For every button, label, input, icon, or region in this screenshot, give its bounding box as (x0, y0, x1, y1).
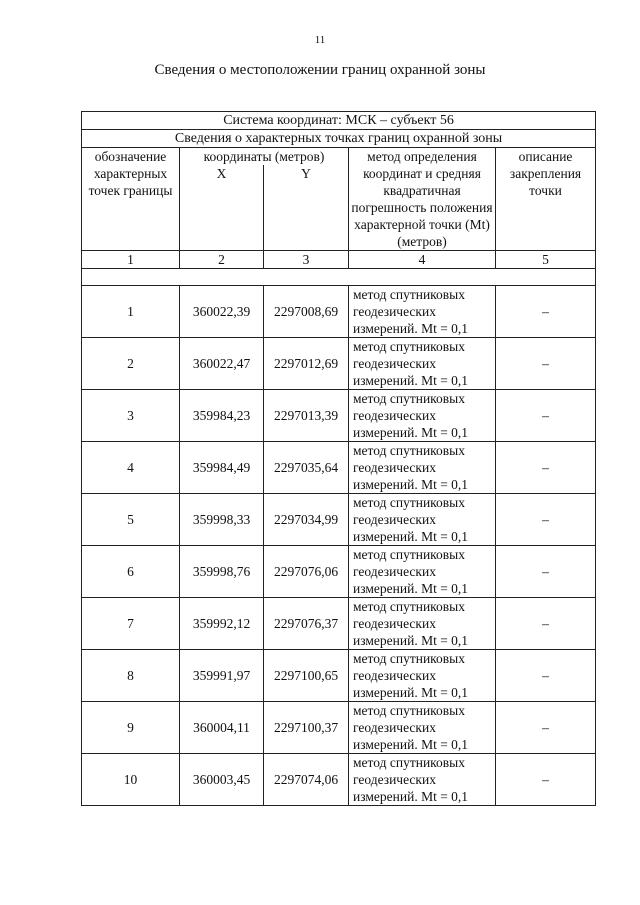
x-coordinate-cell: 359998,33 (180, 494, 264, 546)
column-number: 3 (264, 251, 349, 269)
y-coordinate-cell: 2297012,69 (264, 338, 349, 390)
x-coordinate-cell: 359991,97 (180, 650, 264, 702)
table-row (82, 442, 596, 494)
col-desc-header: описание закрепления точки (496, 148, 596, 251)
point-number-cell: 3 (82, 390, 180, 442)
x-coordinate-cell: 359992,12 (180, 598, 264, 650)
method-cell: метод спутниковых геодезических измерений. Mt = 0,1 (349, 546, 496, 598)
x-coordinate-cell: 359998,76 (180, 546, 264, 598)
section-header: Сведения о характерных точках границ охранной зоны (82, 130, 596, 148)
col-coords-header: координаты (метров) (180, 148, 349, 166)
description-cell: – (496, 390, 596, 442)
table-row (82, 546, 596, 598)
description-cell: – (496, 702, 596, 754)
empty-row (82, 269, 596, 286)
point-number-cell: 1 (82, 286, 180, 338)
table-row (82, 286, 596, 338)
method-cell: метод спутниковых геодезических измерений. Mt = 0,1 (349, 650, 496, 702)
document-title: Сведения о местоположении границ охранной зоны (154, 62, 486, 78)
y-coordinate-cell: 2297100,37 (264, 702, 349, 754)
point-number-cell: 8 (82, 650, 180, 702)
col-x-header: X (180, 165, 264, 251)
table-row (82, 702, 596, 754)
y-coordinate-cell: 2297100,65 (264, 650, 349, 702)
x-coordinate-cell: 359984,49 (180, 442, 264, 494)
point-number-cell: 2 (82, 338, 180, 390)
point-number-cell: 9 (82, 702, 180, 754)
col-y-header: Y (264, 165, 349, 251)
table-row (82, 650, 596, 702)
x-coordinate-cell: 360022,47 (180, 338, 264, 390)
method-cell: метод спутниковых геодезических измерений. Mt = 0,1 (349, 494, 496, 546)
y-coordinate-cell: 2297076,37 (264, 598, 349, 650)
y-coordinate-cell: 2297074,06 (264, 754, 349, 806)
x-coordinate-cell: 359984,23 (180, 390, 264, 442)
method-cell: метод спутниковых геодезических измерений. Mt = 0,1 (349, 598, 496, 650)
method-cell: метод спутниковых геодезических измерений. Mt = 0,1 (349, 286, 496, 338)
description-cell: – (496, 546, 596, 598)
point-number-cell: 10 (82, 754, 180, 806)
x-coordinate-cell: 360003,45 (180, 754, 264, 806)
col-method-header: метод определения координат и средняя квадратичная погрешность положения характерной точки (Mt) (метров) (349, 148, 496, 251)
description-cell: – (496, 754, 596, 806)
y-coordinate-cell: 2297034,99 (264, 494, 349, 546)
col-point-header: обозначение характерных точек границы (82, 148, 180, 251)
x-coordinate-cell: 360004,11 (180, 702, 264, 754)
method-cell: метод спутниковых геодезических измерений. Mt = 0,1 (349, 754, 496, 806)
table-row (82, 598, 596, 650)
y-coordinate-cell: 2297013,39 (264, 390, 349, 442)
table-row (82, 390, 596, 442)
description-cell: – (496, 286, 596, 338)
table-row (82, 754, 596, 806)
x-coordinate-cell: 360022,39 (180, 286, 264, 338)
coordinate-system-header: Система координат: МСК – субъект 56 (82, 112, 596, 130)
method-cell: метод спутниковых геодезических измерений. Mt = 0,1 (349, 702, 496, 754)
method-cell: метод спутниковых геодезических измерений. Mt = 0,1 (349, 390, 496, 442)
page-number: 11 (314, 34, 326, 46)
point-number-cell: 5 (82, 494, 180, 546)
method-cell: метод спутниковых геодезических измерений. Mt = 0,1 (349, 338, 496, 390)
y-coordinate-cell: 2297076,06 (264, 546, 349, 598)
column-number: 1 (82, 251, 180, 269)
y-coordinate-cell: 2297008,69 (264, 286, 349, 338)
boundary-points-table (81, 111, 596, 806)
y-coordinate-cell: 2297035,64 (264, 442, 349, 494)
description-cell: – (496, 650, 596, 702)
method-cell: метод спутниковых геодезических измерений. Mt = 0,1 (349, 442, 496, 494)
point-number-cell: 7 (82, 598, 180, 650)
description-cell: – (496, 338, 596, 390)
description-cell: – (496, 494, 596, 546)
description-cell: – (496, 442, 596, 494)
column-number: 4 (349, 251, 496, 269)
table-row (82, 338, 596, 390)
point-number-cell: 4 (82, 442, 180, 494)
column-number: 2 (180, 251, 264, 269)
table-row (82, 494, 596, 546)
point-number-cell: 6 (82, 546, 180, 598)
column-number: 5 (496, 251, 596, 269)
description-cell: – (496, 598, 596, 650)
